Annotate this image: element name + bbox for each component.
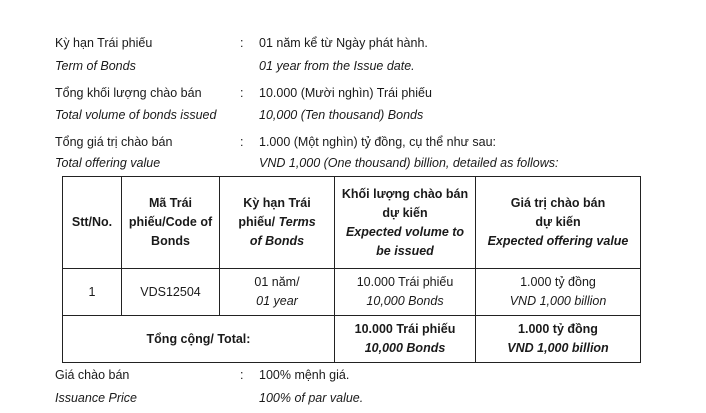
offering-value-label-en: Total offering value (55, 156, 161, 170)
term-value-vi: 01 năm kể từ Ngày phát hành. (259, 36, 428, 50)
volume-label-vi: Tổng khối lượng chào bán (55, 86, 202, 100)
row-term: 01 năm/ 01 year (220, 269, 335, 316)
term-label-en: Term of Bonds (55, 59, 136, 73)
term-colon: : (240, 36, 244, 50)
header-volume: Khối lượng chào bán dự kiến Expected volume to be issued (335, 177, 476, 269)
volume-value-en: 10,000 (Ten thousand) Bonds (259, 108, 424, 122)
header-term: Kỳ hạn Trái phiếu/ Terms of Bonds (220, 177, 335, 269)
offering-value-label-vi: Tổng giá trị chào bán (55, 135, 173, 149)
price-value-en: 100% of par value. (259, 391, 364, 405)
term-value-en: 01 year from the Issue date. (259, 59, 415, 73)
price-value-vi: 100% mệnh giá. (259, 368, 350, 382)
row-volume: 10.000 Trái phiếu 10,000 Bonds (335, 269, 476, 316)
offering-value-colon: : (240, 135, 244, 149)
total-value: 1.000 tỷ đồng VND 1,000 billion (476, 316, 641, 363)
price-colon: : (240, 368, 244, 382)
header-code: Mã Trái phiếu/Code of Bonds (122, 177, 220, 269)
table-total-row (63, 316, 641, 363)
total-label: Tổng cộng/ Total: (63, 316, 335, 363)
header-stt: Stt/No. (63, 177, 122, 269)
header-value: Giá trị chào bán dự kiến Expected offering value (476, 177, 641, 269)
term-label-vi: Kỳ hạn Trái phiếu (55, 36, 153, 50)
volume-value-vi: 10.000 (Mười nghìn) Trái phiếu (259, 86, 432, 100)
price-label-en: Issuance Price (55, 391, 137, 405)
price-label-vi: Giá chào bán (55, 368, 130, 382)
row-value: 1.000 tỷ đồng VND 1,000 billion (476, 269, 641, 316)
table-header-row (63, 177, 641, 269)
volume-label-en: Total volume of bonds issued (55, 108, 217, 122)
row-code: VDS12504 (122, 269, 220, 316)
bonds-table (62, 176, 641, 363)
total-volume: 10.000 Trái phiếu 10,000 Bonds (335, 316, 476, 363)
row-stt: 1 (63, 269, 122, 316)
offering-value-vi: 1.000 (Một nghìn) tỷ đồng, cụ thể như sau: (259, 135, 496, 149)
offering-value-en: VND 1,000 (One thousand) billion, detailed as follows: (259, 156, 559, 170)
volume-colon: : (240, 86, 244, 100)
table-row (63, 269, 641, 316)
